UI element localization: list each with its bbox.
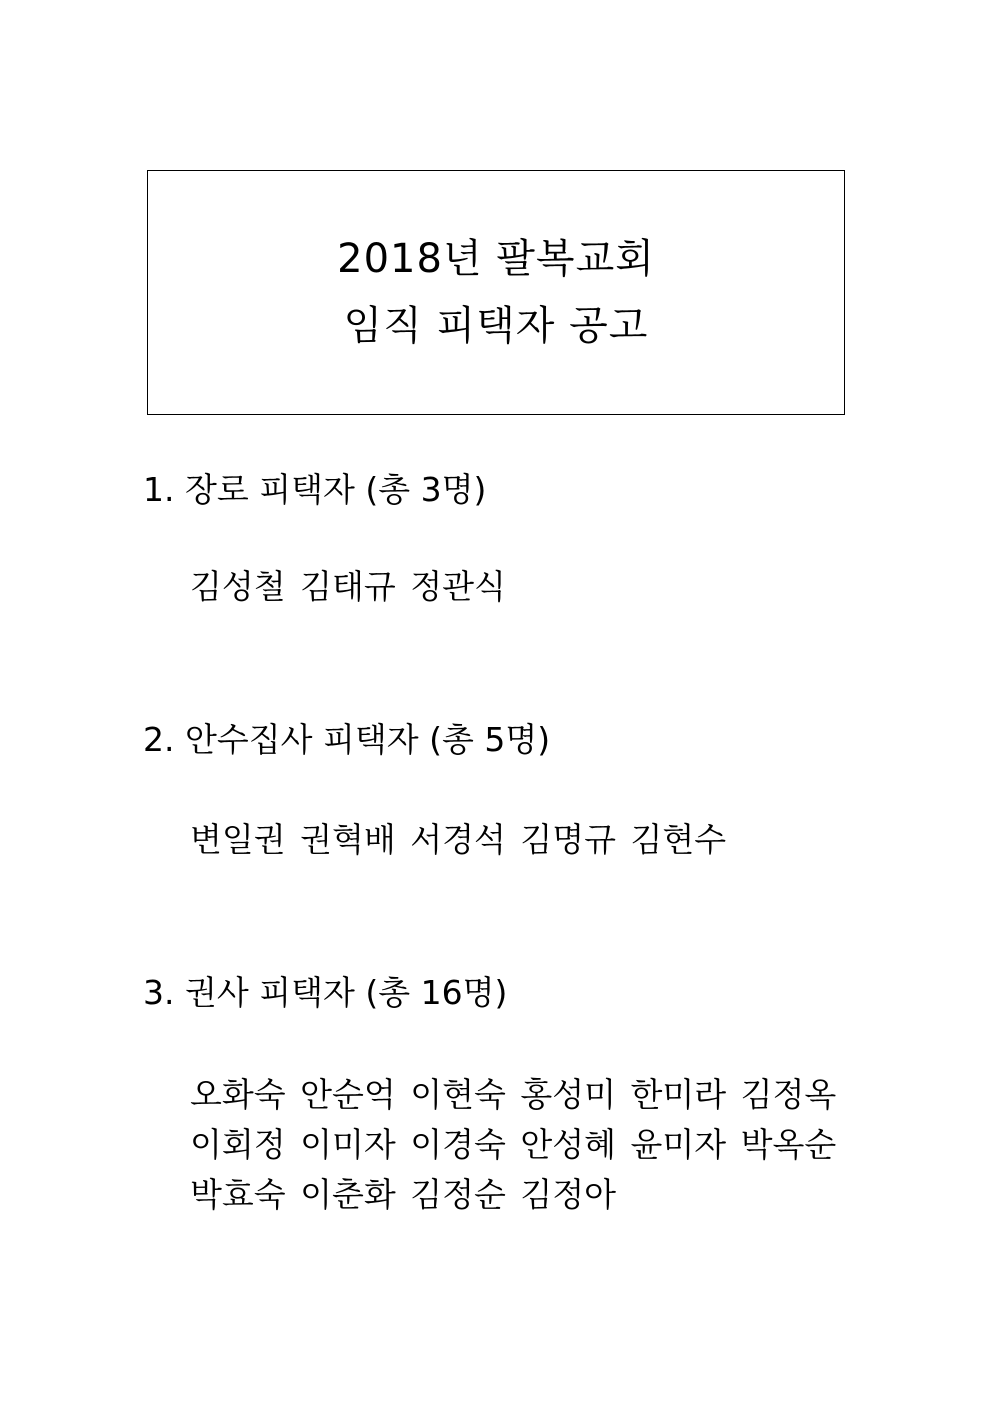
notice-title-box [147,170,845,415]
notice-title: 2018년 팔복교회 [337,236,655,282]
names-line-deacons: 변일권 권혁배 서경석 김명규 김현수 [190,820,727,859]
names-line-kwonsa-3: 박효숙 이춘화 김정순 김정아 [190,1175,617,1214]
names-line-elders: 김성철 김태규 정관식 [190,567,506,606]
notice-subtitle: 임직 피택자 공고 [343,303,649,349]
section-heading-deacons: 2. 안수집사 피택자 (총 5명) [143,720,551,759]
section-heading-elders: 1. 장로 피택자 (총 3명) [143,470,487,509]
names-line-kwonsa-1: 오화숙 안순억 이현숙 홍성미 한미라 김정옥 [190,1075,837,1114]
section-heading-kwonsa: 3. 권사 피택자 (총 16명) [143,973,508,1012]
names-line-kwonsa-2: 이회정 이미자 이경숙 안성혜 윤미자 박옥순 [190,1125,837,1164]
